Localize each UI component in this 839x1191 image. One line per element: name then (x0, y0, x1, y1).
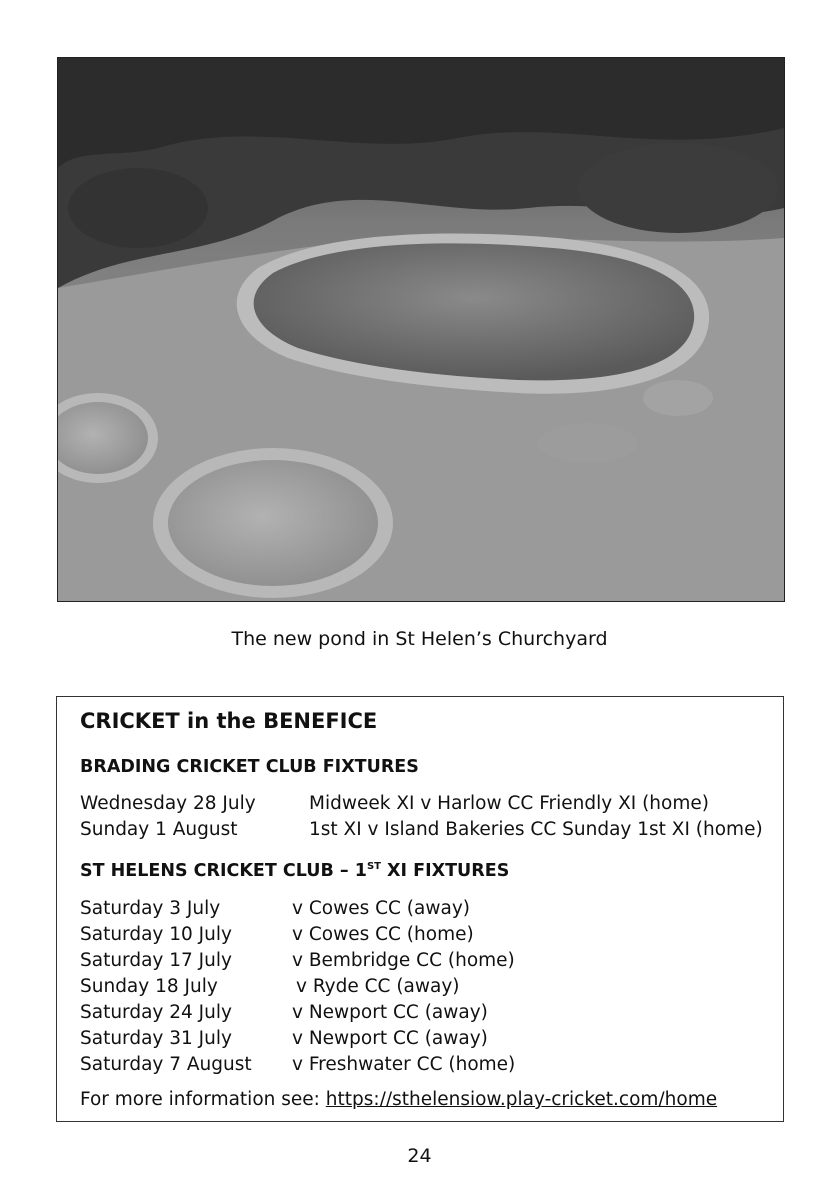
fixture-match: v Freshwater CC (home) (292, 1054, 516, 1075)
photo-caption: The new pond in St Helen’s Churchyard (231, 628, 608, 650)
sthelens-heading (80, 861, 509, 881)
fixture-match: v Newport CC (away) (292, 1028, 488, 1049)
fixture-match: v Ryde CC (away) (296, 976, 460, 997)
fixture-match: v Cowes CC (away) (292, 898, 470, 919)
heading-text: ST HELENS CRICKET CLUB – 1 (80, 861, 367, 881)
page-number: 24 (407, 1145, 432, 1167)
fixture-date: Saturday 3 July (80, 898, 221, 919)
brading-heading: BRADING CRICKET CLUB FIXTURES (80, 757, 419, 777)
fixture-date: Wednesday 28 July (80, 793, 256, 814)
fixture-date: Saturday 31 July (80, 1028, 232, 1049)
fixture-date: Sunday 18 July (80, 976, 218, 997)
fixture-date: Sunday 1 August (80, 819, 238, 840)
pond-photo (57, 57, 785, 602)
more-info (80, 1089, 717, 1110)
heading-text-end: XI FIXTURES (380, 861, 510, 881)
fixture-match: Midweek XI v Harlow CC Friendly XI (home) (309, 793, 709, 814)
fixture-date: Saturday 7 August (80, 1054, 252, 1075)
fixture-date: Saturday 17 July (80, 950, 232, 971)
box-title: CRICKET in the BENEFICE (80, 709, 378, 733)
fixture-match: v Bembridge CC (home) (292, 950, 515, 971)
fixture-match: v Cowes CC (home) (292, 924, 474, 945)
fixture-date: Saturday 24 July (80, 1002, 232, 1023)
fixture-date: Saturday 10 July (80, 924, 232, 945)
heading-superscript: ST (366, 861, 381, 872)
pond-image (58, 58, 784, 601)
fixture-match: v Newport CC (away) (292, 1002, 488, 1023)
more-info-label: For more information see: (80, 1089, 326, 1110)
cricket-box (56, 696, 784, 1122)
fixture-match: 1st XI v Island Bakeries CC Sunday 1st XI (home) (309, 819, 763, 840)
club-website-link[interactable]: https://sthelensiow.play-cricket.com/home (325, 1089, 718, 1110)
